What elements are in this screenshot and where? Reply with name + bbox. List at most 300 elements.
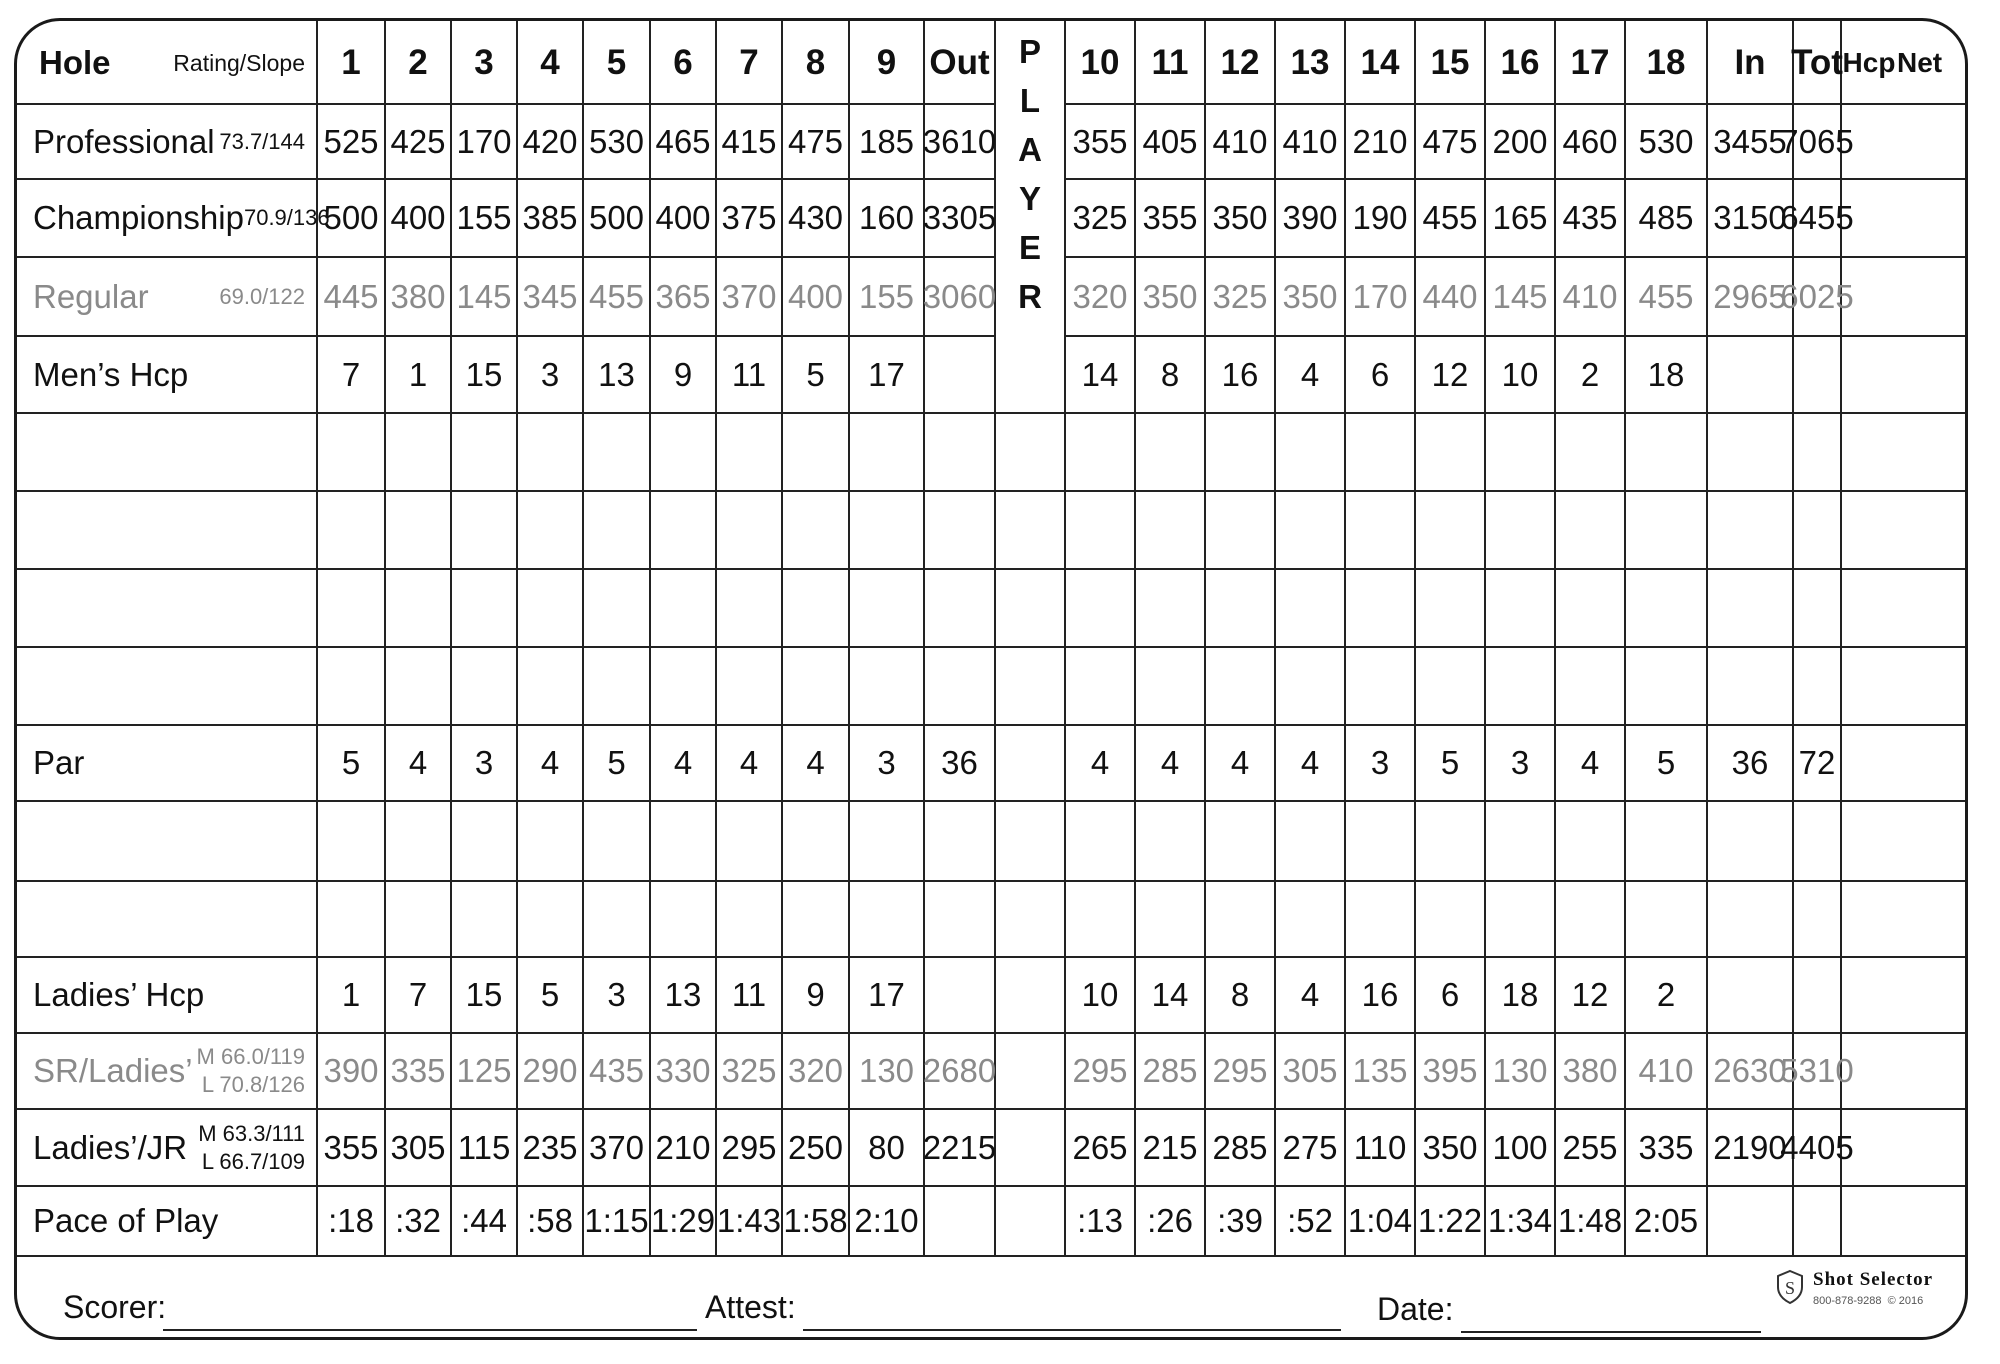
score-entry[interactable] [1275,491,1345,569]
score-entry[interactable] [385,569,451,647]
score-cell: 2965 [1713,277,1787,315]
score-cell: 4 [1230,744,1250,781]
score-cell: 1:29 [650,1202,716,1239]
score-cell: 3 [877,744,896,781]
score-entry[interactable] [517,801,583,881]
row-title: Pace of Play [33,1202,219,1239]
score-entry[interactable] [1065,801,1135,881]
score-entry[interactable] [317,881,385,957]
column-header: 12 [1220,42,1260,82]
score-entry[interactable] [849,881,924,957]
score-cell: 410 [1282,122,1338,160]
score-cell: 440 [1422,277,1478,315]
score-entry[interactable] [317,801,385,881]
score-cell: 530 [1638,122,1694,160]
score-entry[interactable] [1555,413,1625,491]
logo-copyright: © 2016 [1887,1295,1924,1307]
blank-row-label[interactable] [17,801,317,881]
score-entry[interactable] [1555,491,1625,569]
score-entry[interactable] [317,491,385,569]
score-cell: 2215 [922,1128,997,1166]
score-cell: 4 [408,744,428,781]
score-entry[interactable] [1793,647,1841,725]
column-header: 4 [540,42,560,82]
score-entry[interactable] [1205,569,1275,647]
score-entry[interactable] [1345,881,1415,957]
score-entry[interactable] [1345,801,1415,881]
blank-row-label[interactable] [17,881,317,957]
column-header: 11 [1151,42,1189,82]
score-entry[interactable] [782,569,849,647]
score-entry[interactable] [849,569,924,647]
score-entry[interactable] [583,569,650,647]
score-entry[interactable] [1707,957,1793,1033]
blank-row-label[interactable] [17,413,317,491]
logo-phone: 800-878-9288 [1813,1295,1882,1307]
scorer-field[interactable] [163,1329,697,1331]
score-cell: :32 [395,1202,441,1239]
row-title: Ladies’/JR [33,1128,188,1166]
score-cell: 17 [868,976,905,1013]
score-entry[interactable] [1841,1033,1897,1109]
score-cell: 3 [474,744,494,781]
score-cell: 285 [1142,1052,1198,1089]
score-entry[interactable] [1707,1186,1793,1256]
score-entry[interactable] [782,413,849,491]
score-entry[interactable] [650,569,716,647]
score-cell: 5 [806,355,825,393]
score-cell: 7065 [1780,122,1854,160]
score-entry[interactable] [1205,413,1275,491]
score-cell: 125 [456,1052,512,1089]
blank-row-label[interactable] [17,647,317,725]
score-entry[interactable] [1485,569,1555,647]
score-cell: 330 [655,1052,711,1089]
score-entry[interactable] [924,957,995,1033]
score-entry[interactable] [782,491,849,569]
score-cell: 13 [598,355,635,393]
score-cell: 250 [787,1128,844,1166]
score-entry[interactable] [1135,413,1205,491]
score-cell: 370 [588,1128,645,1166]
column-header: Net [1897,46,1943,78]
score-entry[interactable] [317,647,385,725]
score-entry[interactable] [924,413,995,491]
score-entry[interactable] [1793,881,1841,957]
score-cell: 2630 [1713,1052,1787,1089]
score-entry[interactable] [1415,881,1485,957]
score-entry[interactable] [1415,569,1485,647]
shot-selector-logo [1775,1269,1933,1307]
score-entry[interactable] [1485,881,1555,957]
score-entry[interactable] [1793,336,1841,413]
score-entry[interactable] [1135,647,1205,725]
score-entry[interactable] [1275,569,1345,647]
score-entry[interactable] [1841,801,1897,881]
row-rating: M 63.3/111 L 66.7/109 [198,1120,305,1174]
score-entry[interactable] [1841,647,1897,725]
score-cell: 290 [522,1052,578,1089]
score-entry[interactable] [517,569,583,647]
score-entry[interactable] [1065,647,1135,725]
score-cell: 170 [1352,277,1408,315]
score-entry[interactable] [1135,801,1205,881]
score-cell: 525 [323,122,379,160]
score-entry[interactable] [1065,569,1135,647]
score-entry[interactable] [1625,647,1707,725]
score-entry[interactable] [782,801,849,881]
score-entry[interactable] [1841,881,1897,957]
score-cell: 3610 [922,122,997,160]
score-cell: 355 [323,1128,379,1166]
score-entry[interactable] [924,881,995,957]
score-entry[interactable] [517,881,583,957]
score-entry[interactable] [451,413,517,491]
score-entry[interactable] [1841,104,1897,179]
score-entry[interactable] [1205,491,1275,569]
score-entry[interactable] [650,647,716,725]
score-entry[interactable] [716,647,782,725]
score-entry[interactable] [924,569,995,647]
score-cell: 345 [522,277,578,315]
score-cell: 295 [1072,1052,1128,1089]
score-entry[interactable] [1555,647,1625,725]
score-entry[interactable] [849,413,924,491]
score-cell: 160 [858,199,915,236]
score-entry[interactable] [782,647,849,725]
score-cell: 385 [522,199,578,236]
player-letter: L [1019,82,1041,119]
score-cell: 1:22 [1417,1202,1483,1239]
score-cell: 2 [1656,976,1676,1013]
date-field[interactable] [1461,1331,1761,1333]
score-cell: 11 [731,355,767,393]
score-cell: 410 [1638,1052,1694,1089]
score-cell: 4 [806,744,825,781]
score-entry[interactable] [924,491,995,569]
score-entry[interactable] [385,491,451,569]
score-entry[interactable] [1793,413,1841,491]
score-entry[interactable] [1415,647,1485,725]
score-cell: 400 [787,277,844,315]
score-entry[interactable] [1707,801,1793,881]
score-cell: 500 [323,199,379,236]
score-entry[interactable] [451,491,517,569]
score-cell: 435 [588,1052,645,1089]
score-cell: :13 [1077,1202,1123,1239]
score-cell: :44 [461,1202,507,1239]
score-cell: 210 [1352,122,1408,160]
score-entry[interactable] [1415,801,1485,881]
score-cell: 4 [540,744,560,781]
score-cell: 3455 [1713,122,1787,160]
score-entry[interactable] [1345,569,1415,647]
score-entry[interactable] [451,569,517,647]
score-entry[interactable] [1793,957,1841,1033]
score-cell: 390 [323,1052,379,1089]
row-rating: M 66.0/119 L 70.8/126 [196,1044,305,1097]
score-entry[interactable] [1555,569,1625,647]
score-entry[interactable] [650,491,716,569]
row-label [17,1186,317,1256]
score-entry[interactable] [1625,569,1707,647]
score-cell: 3 [607,976,626,1013]
score-entry[interactable] [1841,413,1897,491]
score-entry[interactable] [1135,491,1205,569]
score-entry[interactable] [849,801,924,881]
row-rating: 73.7/144 [219,128,305,154]
logo-brand: Shot Selector [1813,1269,1934,1290]
score-cell: 36 [941,744,978,781]
score-cell: 295 [721,1128,777,1166]
score-cell: 455 [588,277,645,315]
score-entry[interactable] [650,881,716,957]
score-entry[interactable] [1707,491,1793,569]
score-entry[interactable] [385,647,451,725]
score-cell: 4 [1300,744,1320,781]
score-cell: 4 [1090,744,1110,781]
score-cell: 3150 [1713,199,1787,236]
score-entry[interactable] [1275,801,1345,881]
score-entry[interactable] [1345,413,1415,491]
score-cell: 460 [1562,122,1618,160]
score-entry[interactable] [1275,647,1345,725]
score-entry[interactable] [1485,801,1555,881]
score-entry[interactable] [1841,257,1897,336]
player-letter: P [1018,33,1041,70]
score-cell: 18 [1501,976,1539,1013]
score-cell: 190 [1352,199,1408,236]
row-label [17,179,330,257]
score-entry[interactable] [1485,491,1555,569]
score-cell: 355 [1072,122,1128,160]
score-entry[interactable] [924,801,995,881]
score-cell: 485 [1638,199,1694,236]
score-entry[interactable] [583,647,650,725]
score-entry[interactable] [451,801,517,881]
score-cell: :26 [1147,1202,1193,1239]
column-header: 13 [1290,42,1330,82]
column-header: 14 [1360,42,1400,82]
score-cell: 500 [588,199,645,236]
score-cell: 445 [323,277,379,315]
score-entry[interactable] [1135,569,1205,647]
score-entry[interactable] [451,881,517,957]
score-entry[interactable] [1841,491,1897,569]
score-entry[interactable] [849,647,924,725]
score-entry[interactable] [583,801,650,881]
score-entry[interactable] [1841,725,1897,801]
score-cell: 295 [1212,1052,1268,1089]
score-entry[interactable] [385,413,451,491]
player-letter: A [1018,131,1042,168]
score-entry[interactable] [1707,881,1793,957]
score-cell: 200 [1492,122,1548,160]
row-title: Ladies’ Hcp [33,976,205,1013]
score-cell: 2190 [1713,1128,1787,1166]
column-header: 18 [1646,42,1686,82]
score-entry[interactable] [1555,801,1625,881]
score-cell: 365 [655,277,711,315]
score-entry[interactable] [1841,957,1897,1033]
column-header: 6 [673,42,693,82]
score-cell: 72 [1798,744,1836,781]
score-cell: 135 [1352,1052,1408,1089]
score-entry[interactable] [716,491,782,569]
score-entry[interactable] [716,413,782,491]
column-header: 2 [408,42,428,82]
score-cell: 115 [457,1128,511,1166]
score-entry[interactable] [1707,647,1793,725]
score-entry[interactable] [1415,413,1485,491]
score-entry[interactable] [1841,569,1897,647]
score-entry[interactable] [849,491,924,569]
score-entry[interactable] [1065,881,1135,957]
score-cell: 275 [1282,1128,1338,1166]
score-cell: 435 [1562,199,1618,236]
score-cell: 4 [673,744,693,781]
score-cell: 10 [1081,976,1119,1013]
score-cell: 9 [673,355,693,393]
column-header: 7 [739,42,759,82]
score-cell: 235 [522,1128,578,1166]
blank-row-label[interactable] [17,569,317,647]
score-entry[interactable] [1707,569,1793,647]
score-entry[interactable] [517,491,583,569]
score-entry[interactable] [1625,491,1707,569]
score-cell: 110 [1353,1128,1407,1166]
score-cell: 430 [787,199,844,236]
score-entry[interactable] [1485,413,1555,491]
score-entry[interactable] [1841,1186,1897,1256]
score-entry[interactable] [1415,491,1485,569]
score-cell: 5310 [1780,1052,1854,1089]
score-entry[interactable] [1205,881,1275,957]
score-entry[interactable] [924,647,995,725]
score-cell: :58 [527,1202,573,1239]
score-cell: 370 [721,277,777,315]
scorecard [14,18,1968,1340]
score-entry[interactable] [517,413,583,491]
score-entry[interactable] [1345,491,1415,569]
score-entry[interactable] [385,801,451,881]
score-entry[interactable] [782,881,849,957]
score-cell: 17 [868,355,905,393]
row-title: Professional [33,122,215,160]
score-entry[interactable] [716,569,782,647]
score-entry[interactable] [583,413,650,491]
row-title: Men’s Hcp [33,355,189,393]
score-entry[interactable] [1793,569,1841,647]
score-entry[interactable] [583,491,650,569]
score-entry[interactable] [1793,1186,1841,1256]
score-entry[interactable] [583,881,650,957]
score-entry[interactable] [1625,801,1707,881]
score-cell: 455 [1638,277,1694,315]
player-letter: Y [1018,180,1041,217]
score-entry[interactable] [1205,801,1275,881]
score-cell: 390 [1282,199,1338,236]
score-entry[interactable] [1707,336,1793,413]
score-entry[interactable] [1625,881,1707,957]
score-entry[interactable] [1485,647,1555,725]
row-label [17,957,317,1033]
score-cell: 7 [408,976,428,1013]
column-header: Tot [1791,42,1843,82]
score-cell: 4405 [1780,1128,1854,1166]
score-entry[interactable] [1065,491,1135,569]
score-cell: 5 [1440,744,1460,781]
score-entry[interactable] [1065,413,1135,491]
score-entry[interactable] [1555,881,1625,957]
score-entry[interactable] [317,569,385,647]
score-cell: 335 [1638,1128,1694,1166]
score-entry[interactable] [1345,647,1415,725]
row-label [17,257,317,336]
score-entry[interactable] [716,801,782,881]
score-cell: 5 [1656,744,1676,781]
score-cell: 320 [1072,277,1128,315]
score-cell: 12 [1571,976,1609,1013]
score-entry[interactable] [517,647,583,725]
score-cell: 420 [522,122,578,160]
score-cell: 3 [1510,744,1530,781]
score-cell: 2680 [922,1052,997,1089]
score-entry[interactable] [451,647,517,725]
score-entry[interactable] [924,1186,995,1256]
score-entry[interactable] [317,413,385,491]
attest-field[interactable] [803,1329,1341,1331]
column-header: 10 [1080,42,1120,82]
score-entry[interactable] [1135,881,1205,957]
score-cell: 11 [731,976,767,1013]
score-cell: 170 [456,122,512,160]
score-cell: 100 [1492,1128,1548,1166]
score-entry[interactable] [924,336,995,413]
column-header: 17 [1570,42,1610,82]
row-rating: 69.0/122 [219,283,305,309]
score-entry[interactable] [385,881,451,957]
column-header: In [1734,42,1766,82]
score-entry[interactable] [1625,413,1707,491]
score-entry[interactable] [1205,647,1275,725]
score-entry[interactable] [1275,881,1345,957]
score-entry[interactable] [716,881,782,957]
score-entry[interactable] [1793,491,1841,569]
score-cell: 475 [787,122,844,160]
score-entry[interactable] [1841,179,1897,257]
score-cell: 16 [1221,355,1259,393]
score-cell: 7 [341,355,361,393]
column-header: 3 [474,42,494,82]
score-cell: 4 [1300,355,1320,393]
blank-row-label[interactable] [17,491,317,569]
score-entry[interactable] [1841,1109,1897,1186]
score-entry[interactable] [650,801,716,881]
score-entry[interactable] [1275,413,1345,491]
score-cell: 425 [390,122,446,160]
score-cell: 350 [1142,277,1198,315]
score-cell: 375 [721,199,777,236]
score-cell: 2:10 [854,1202,919,1239]
score-cell: 36 [1731,744,1769,781]
score-entry[interactable] [650,413,716,491]
score-entry[interactable] [1707,413,1793,491]
score-entry[interactable] [1793,801,1841,881]
score-entry[interactable] [1841,336,1897,413]
score-cell: 1:43 [716,1202,782,1239]
score-cell: 6 [1440,976,1460,1013]
